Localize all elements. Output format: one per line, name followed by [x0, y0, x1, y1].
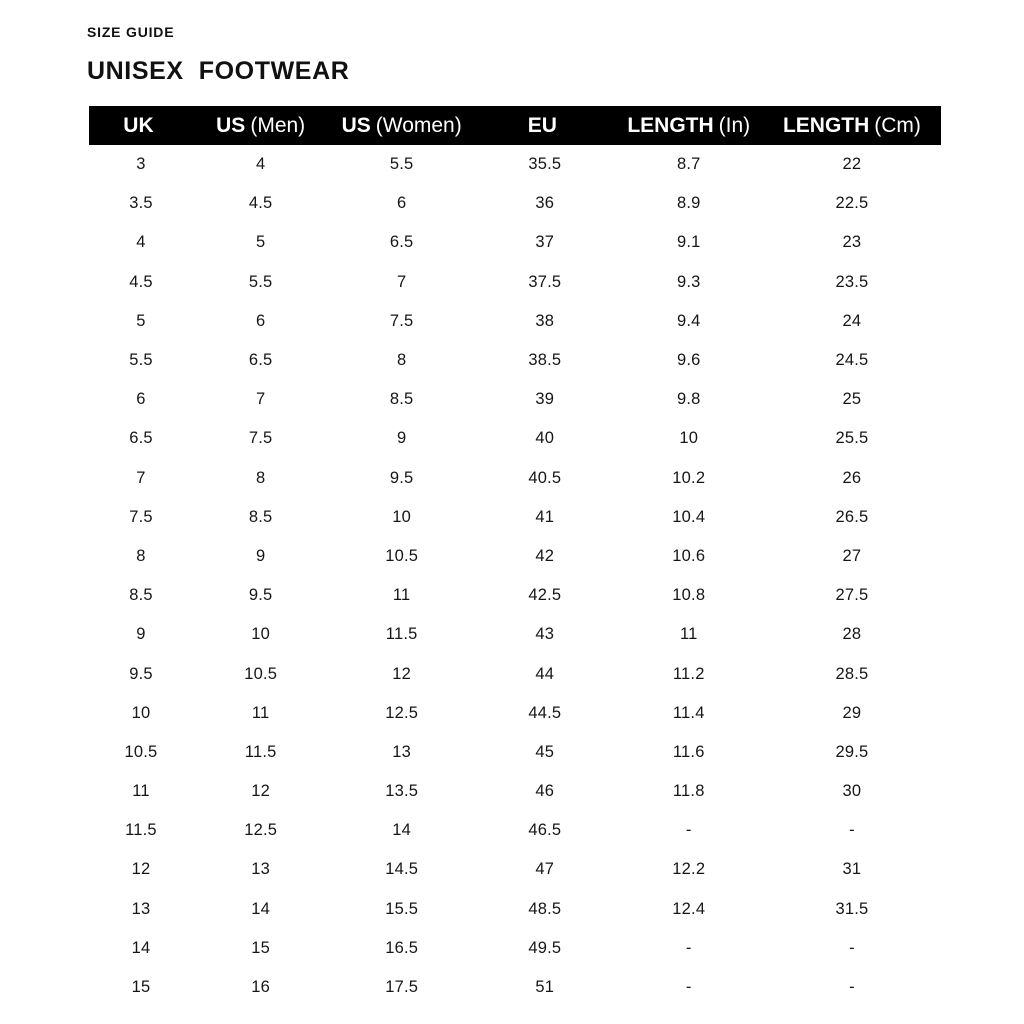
table-cell: - [849, 938, 855, 957]
table-cell: 43 [535, 625, 555, 644]
table-cell: 14.5 [385, 860, 419, 879]
table-cell: 9.3 [676, 272, 701, 291]
table-cell: - [685, 978, 692, 997]
table-cell: 35.5 [528, 155, 562, 174]
table-cell: 10 [679, 429, 699, 448]
table-cell: 9.5 [248, 586, 273, 605]
column-header-strong: LENGTH [782, 113, 870, 137]
column-header-us-men [193, 106, 328, 145]
table-cell: 9.5 [129, 664, 153, 683]
table-cell: - [849, 978, 855, 997]
table-cell: 7 [255, 390, 266, 409]
table-cell: 38.5 [528, 351, 562, 370]
column-header-strong: EU [527, 113, 557, 137]
table-cell: 9.1 [676, 233, 701, 252]
table-cell: - [685, 821, 692, 840]
table-row [89, 223, 941, 262]
table-cell: 5.5 [248, 272, 273, 291]
table-cell: 13 [251, 860, 271, 879]
table-cell: 30 [842, 782, 862, 801]
table-cell: 9.5 [389, 468, 414, 487]
table-row [89, 419, 941, 458]
size-table [89, 106, 941, 1007]
table-cell: 11.5 [125, 821, 157, 840]
table-cell: 46 [535, 782, 555, 801]
table-row [89, 929, 941, 968]
table-cell: 12.5 [244, 821, 278, 840]
table-row [89, 733, 941, 772]
table-cell: 40.5 [528, 468, 562, 487]
table-cell: 15 [251, 938, 271, 957]
column-header-light: (Cm) [874, 113, 921, 137]
table-cell: 16 [251, 978, 271, 997]
table-cell: 23.5 [835, 272, 869, 291]
table-cell: 12.5 [385, 703, 419, 722]
table-cell: 11 [251, 703, 270, 722]
table-cell: 36 [535, 194, 555, 213]
table-cell: 27 [842, 546, 862, 565]
table-cell: 10.5 [244, 664, 278, 683]
table-cell: 14 [131, 938, 151, 957]
table-cell: 37 [535, 233, 555, 252]
table-cell: 10.2 [672, 468, 706, 487]
table-cell: 42.5 [528, 586, 562, 605]
table-cell: 8 [396, 351, 407, 370]
table-row [89, 537, 941, 576]
table-cell: 44 [535, 664, 555, 683]
table-cell: 9 [396, 429, 407, 448]
table-cell: 4.5 [248, 194, 273, 213]
table-cell: 6.5 [129, 429, 153, 448]
table-cell: 28.5 [835, 664, 869, 683]
table-cell: 22.5 [835, 194, 869, 213]
column-header-strong: UK [123, 113, 154, 137]
table-cell: 12 [251, 782, 271, 801]
table-cell: 13 [392, 742, 412, 761]
column-header-light: (Women) [375, 113, 462, 137]
table-cell: 11.5 [244, 742, 277, 761]
table-cell: 11 [392, 586, 411, 605]
table-cell: 6.5 [248, 351, 273, 370]
table-cell: 13 [131, 899, 151, 918]
table-row [89, 654, 941, 693]
table-cell: 7 [396, 272, 407, 291]
table-cell: 10.8 [672, 586, 706, 605]
column-header-strong: US [216, 113, 246, 137]
table-cell: 8.7 [676, 155, 701, 174]
table-cell: 4 [136, 233, 146, 252]
table-row [89, 184, 941, 223]
table-cell: 8.5 [389, 390, 414, 409]
table-cell: 38 [535, 311, 555, 330]
header-row [89, 106, 941, 145]
column-header-uk [89, 106, 193, 145]
table-cell: 4.5 [129, 272, 153, 291]
table-row [89, 615, 941, 654]
table-cell: 8.5 [129, 586, 153, 605]
table-cell: 7.5 [248, 429, 273, 448]
table-cell: 3.5 [129, 194, 153, 213]
table-cell: 49.5 [528, 938, 562, 957]
table-row [89, 772, 941, 811]
table-row [89, 263, 941, 302]
table-cell: 31 [842, 860, 862, 879]
table-cell: 11.5 [385, 625, 418, 644]
table-cell: 11 [132, 782, 150, 801]
column-header-eu [475, 106, 615, 145]
page-title: UNISEX FOOTWEAR [87, 57, 350, 85]
table-cell: 12.4 [672, 899, 706, 918]
table-cell: 11.2 [672, 664, 705, 683]
column-header-length-in [615, 106, 763, 145]
table-cell: - [849, 821, 855, 840]
table-cell: 10.4 [672, 507, 706, 526]
table-cell: 11.8 [672, 782, 705, 801]
table-cell: 10.5 [124, 742, 158, 761]
table-cell: 7.5 [389, 311, 414, 330]
table-cell: - [685, 938, 692, 957]
table-cell: 10.6 [672, 546, 706, 565]
table-row [89, 341, 941, 380]
table-cell: 11.4 [672, 703, 705, 722]
table-cell: 17.5 [385, 978, 419, 997]
table-cell: 29 [842, 703, 862, 722]
table-cell: 28 [842, 625, 862, 644]
table-cell: 7 [136, 468, 146, 487]
table-cell: 24 [842, 311, 862, 330]
table-cell: 8.9 [676, 194, 701, 213]
table-cell: 10 [251, 625, 271, 644]
table-row [89, 145, 941, 184]
column-header-length-cm [763, 106, 941, 145]
table-cell: 37.5 [528, 272, 562, 291]
table-cell: 31.5 [835, 899, 869, 918]
table-cell: 9 [136, 625, 146, 644]
table-cell: 5.5 [129, 351, 153, 370]
table-cell: 4 [255, 155, 266, 174]
column-header-light: (In) [718, 113, 751, 137]
table-cell: 9.8 [676, 390, 701, 409]
table-cell: 11 [679, 625, 698, 644]
table-cell: 13.5 [385, 782, 419, 801]
table-cell: 6 [255, 311, 266, 330]
table-cell: 46.5 [528, 821, 562, 840]
table-row [89, 498, 941, 537]
table-cell: 48.5 [528, 899, 562, 918]
table-cell: 8.5 [248, 507, 273, 526]
table-cell: 16.5 [385, 938, 419, 957]
table-cell: 8 [255, 468, 266, 487]
column-header-strong: US [341, 113, 371, 137]
size-table-body [89, 145, 941, 1007]
table-cell: 10 [131, 703, 151, 722]
table-cell: 15.5 [385, 899, 419, 918]
table-cell: 12 [392, 664, 412, 683]
table-cell: 47 [535, 860, 555, 879]
table-row [89, 850, 941, 889]
column-header-strong: LENGTH [627, 113, 714, 137]
column-header-us-women [328, 106, 475, 145]
table-cell: 9 [255, 546, 266, 565]
table-cell: 26 [842, 468, 862, 487]
table-cell: 42 [535, 546, 555, 565]
table-cell: 51 [535, 978, 555, 997]
table-cell: 27.5 [835, 586, 869, 605]
table-cell: 6 [396, 194, 407, 213]
table-cell: 23 [842, 233, 862, 252]
table-cell: 25.5 [835, 429, 869, 448]
table-row [89, 576, 941, 615]
table-cell: 8 [136, 546, 146, 565]
table-cell: 6 [136, 390, 146, 409]
table-cell: 26.5 [835, 507, 869, 526]
table-cell: 44.5 [528, 703, 562, 722]
table-cell: 45 [535, 742, 555, 761]
table-cell: 41 [535, 507, 555, 526]
table-cell: 22 [842, 155, 862, 174]
table-cell: 39 [535, 390, 555, 409]
table-cell: 3 [136, 155, 146, 174]
table-cell: 40 [535, 429, 555, 448]
table-row [89, 302, 941, 341]
eyebrow-label: SIZE GUIDE [87, 24, 175, 40]
table-cell: 14 [392, 821, 412, 840]
table-cell: 5 [255, 233, 266, 252]
table-row [89, 694, 941, 733]
table-row [89, 459, 941, 498]
table-row [89, 380, 941, 419]
table-cell: 6.5 [389, 233, 414, 252]
table-cell: 24.5 [835, 351, 869, 370]
table-cell: 5.5 [389, 155, 414, 174]
table-cell: 10 [392, 507, 412, 526]
table-cell: 25 [842, 390, 862, 409]
table-cell: 9.6 [676, 351, 701, 370]
table-cell: 14 [251, 899, 271, 918]
table-row [89, 811, 941, 850]
table-row [89, 968, 941, 1007]
column-header-light: (Men) [250, 113, 306, 137]
size-table-header [89, 106, 941, 145]
table-cell: 12 [131, 860, 151, 879]
table-cell: 7.5 [129, 507, 153, 526]
table-cell: 11.6 [672, 742, 705, 761]
table-row [89, 890, 941, 929]
table-cell: 15 [131, 978, 151, 997]
table-cell: 5 [136, 311, 146, 330]
table-cell: 29.5 [835, 742, 869, 761]
table-cell: 9.4 [676, 311, 701, 330]
table-cell: 12.2 [672, 860, 706, 879]
table-cell: 10.5 [385, 546, 419, 565]
